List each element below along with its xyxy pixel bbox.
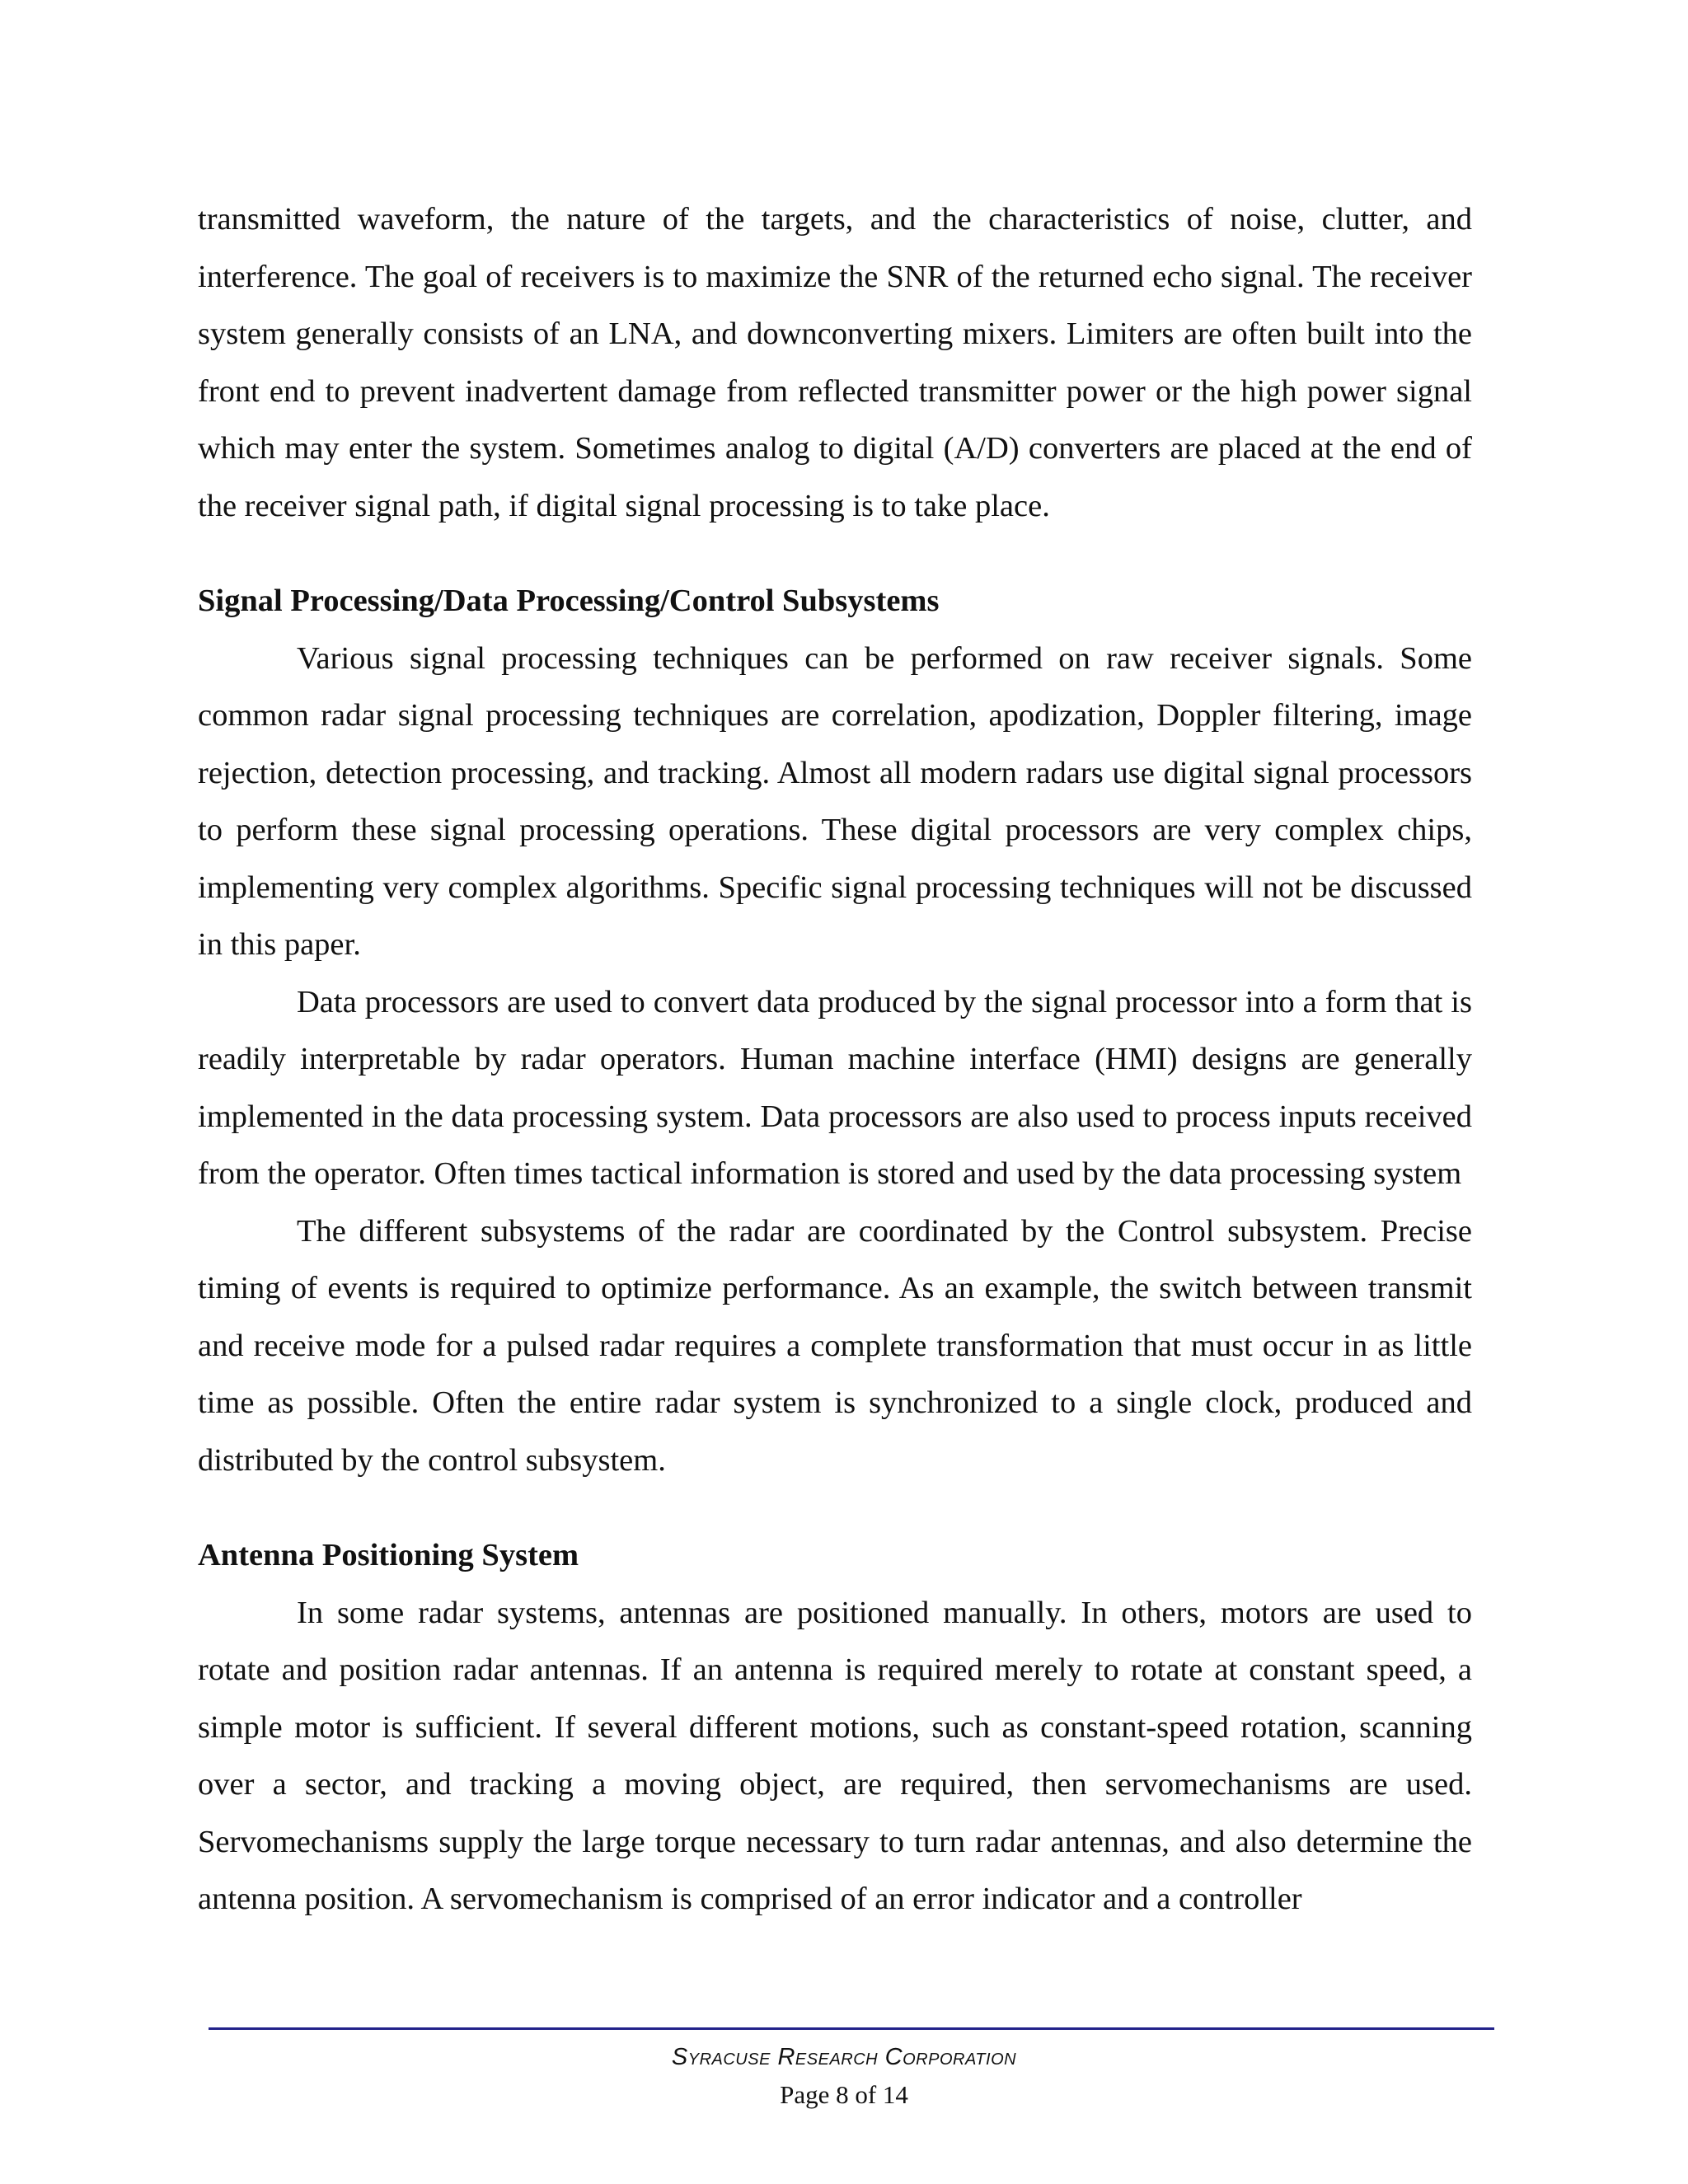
footer-divider — [209, 2027, 1494, 2030]
data-processors-paragraph: Data processors are used to convert data produced by the signal processor into a form that is readily interpretable by radar operators. Human machine interface (HMI) designs are generally implemented in the data processing system. Data processors are also used to process inputs received from the operator. Often times tactical information is stored and used by the data processing system — [198, 984, 1472, 1191]
control-subsystem-paragraph: The different subsystems of the radar are coordinated by the Control subsystem. Precise timing of events is required to optimize performance. As an example, the switch between transmit and receive mode for a pulsed radar requires a complete transformation that must occur in as little time as possible. Often the entire radar system is synchronized to a single clock, produced and distributed by the control subsystem. — [198, 1213, 1472, 1478]
signal-processing-paragraph: Various signal processing techniques can be performed on raw receiver signals. Some common radar signal processing techniques are correlation, apodization, Doppler filtering, image rejection, detection processing, and tracking. Almost all modern radars use digital signal processors to perform these signal processing operations. These digital processors are very complex chips, implementing very complex algorithms. Specific signal processing techniques will not be discussed in this paper. — [198, 640, 1472, 962]
section-heading-antenna-positioning: Antenna Positioning System — [198, 1538, 579, 1572]
page-content — [198, 191, 1472, 1929]
page-number: Page 8 of 14 — [780, 2080, 908, 2109]
section-spacer — [198, 1489, 1472, 1527]
intro-paragraph: transmitted waveform, the nature of the targets, and the characteristics of noise, clutter, and interference. The goal of receivers is to maximize the SNR of the returned echo signal. The receiver system generally consists of an LNA, and downconverting mixers. Limiters are often built into the front end to prevent inadvertent damage from reflected transmitter power or the high power signal which may enter the system. Sometimes analog to digital (A/D) converters are placed at the end of the receiver signal path, if digital signal processing is to take place. — [198, 202, 1472, 523]
section-spacer — [198, 535, 1472, 573]
footer-company-name: Syracuse Research Corporation — [671, 2044, 1017, 2070]
section-heading-signal-processing: Signal Processing/Data Processing/Control Subsystems — [198, 583, 940, 618]
antenna-positioning-paragraph: In some radar systems, antennas are positioned manually. In others, motors are used to rotate and position radar antennas. If an antenna is required merely to rotate at constant speed, a simple motor is sufficient. If several different motions, such as constant-speed rotation, scanning over a sector, and tracking a moving object, are required, then servomechanisms are used. Servomechanisms supply the large torque necessary to turn radar antennas, and also determine the antenna position. A servomechanism is comprised of an error indicator and a controller — [198, 1595, 1472, 1916]
